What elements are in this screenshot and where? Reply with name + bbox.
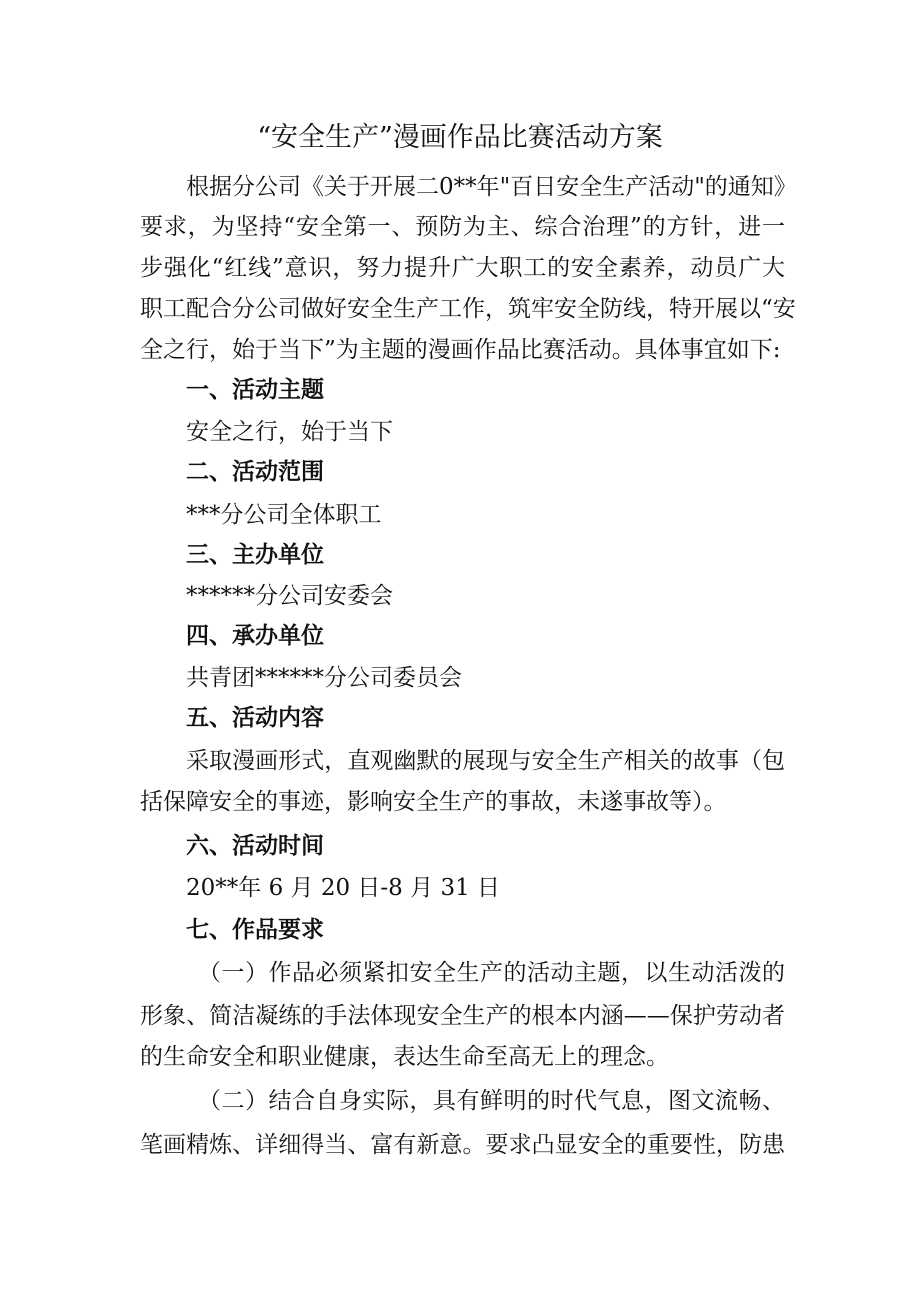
intro-line-4: 职工配合分公司做好安全生产工作，筑牢安全防线，特开展以“安: [140, 296, 796, 322]
section-text-theme: 安全之行，始于当下: [186, 419, 393, 445]
document-title: “安全生产”漫画作品比赛活动方案: [257, 122, 663, 153]
content-line-2: 括保障安全的事迹，影响安全生产的事故，未遂事故等）。: [140, 789, 727, 815]
section-text-host: ******分公司安委会: [186, 583, 393, 609]
section-heading-theme: 一、活动主题: [186, 377, 324, 403]
section-heading-requirements: 七、作品要求: [186, 917, 324, 943]
content-line-1: 采取漫画形式，直观幽默的展现与安全生产相关的故事（包: [186, 748, 785, 774]
req2-line-1: （二）结合自身实际，具有鲜明的时代气息，图文流畅、: [198, 1088, 785, 1114]
section-heading-host: 三、主办单位: [186, 542, 324, 568]
section-text-time: 20**年 6 月 20 日-8 月 31 日: [186, 875, 501, 901]
intro-line-3: 步强化“红线”意识，努力提升广大职工的安全素养，动员广大: [140, 255, 785, 281]
intro-line-5: 全之行，始于当下”为主题的漫画作品比赛活动。具体事宜如下:: [140, 337, 781, 363]
section-heading-scope: 二、活动范围: [186, 459, 324, 485]
section-heading-time: 六、活动时间: [186, 833, 324, 859]
req1-line-2: 形象、简洁凝练的手法体现安全生产的根本内涵——保护劳动者: [140, 1003, 785, 1029]
section-text-scope: ***分公司全体职工: [186, 502, 382, 528]
section-heading-content: 五、活动内容: [186, 705, 324, 731]
section-text-organizer: 共青团******分公司委员会: [186, 665, 462, 691]
req2-line-2: 笔画精炼、详细得当、富有新意。要求凸显安全的重要性，防患: [140, 1132, 785, 1158]
intro-line-2: 要求，为坚持“安全第一、预防为主、综合治理”的方针，进一: [140, 214, 785, 240]
req1-line-1: （一）作品必须紧扣安全生产的活动主题，以生动活泼的: [198, 960, 785, 986]
section-heading-organizer: 四、承办单位: [186, 623, 324, 649]
intro-line-1: 根据分公司《关于开展二0**年"百日安全生产活动"的通知》: [186, 174, 797, 200]
req1-line-3: 的生命安全和职业健康，表达生命至高无上的理念。: [140, 1044, 669, 1070]
